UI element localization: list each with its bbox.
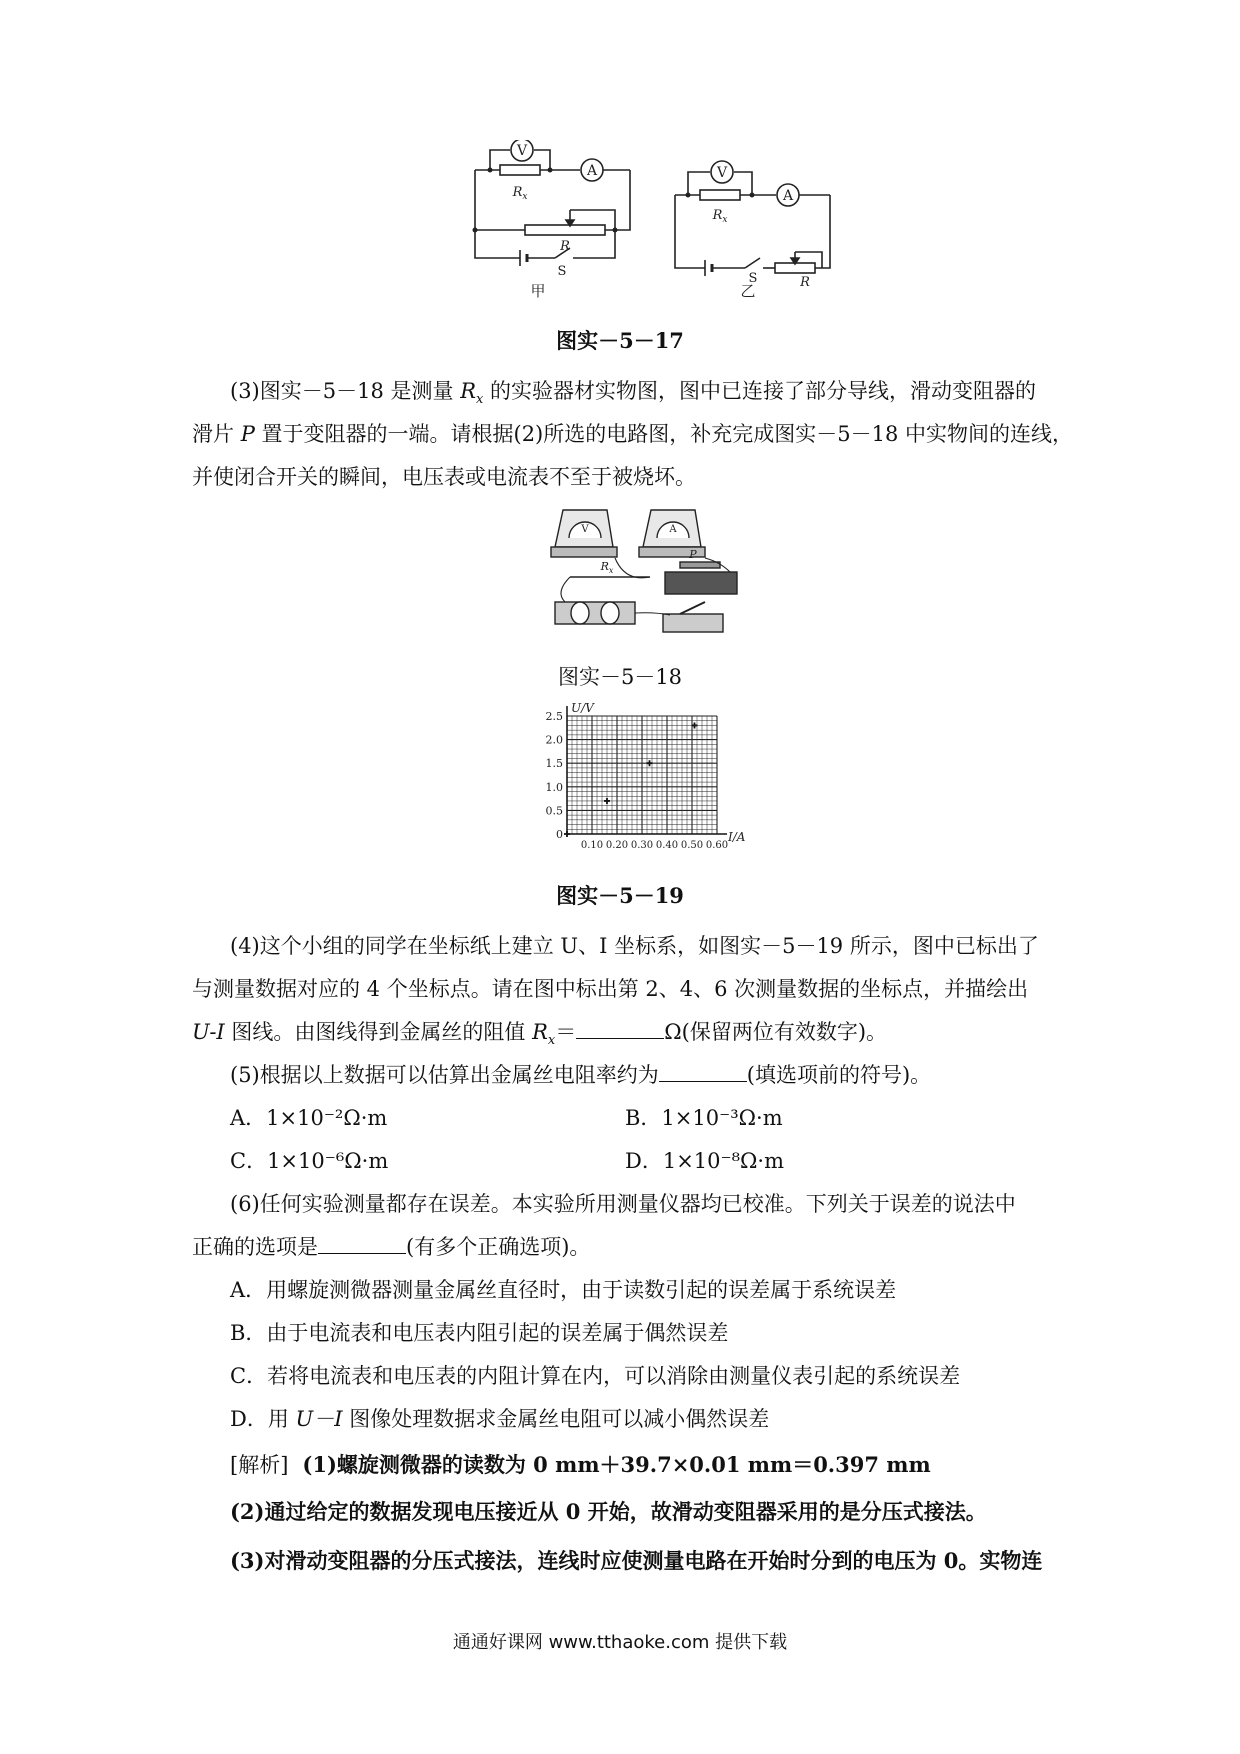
- jia-voltmeter-label: V: [516, 143, 528, 159]
- battery-box: [555, 602, 635, 624]
- yi-r-label: R: [800, 275, 810, 290]
- data-point: [604, 798, 610, 804]
- fig17-caption: 图实－5－17: [556, 328, 684, 353]
- circuit-jia: [475, 140, 630, 266]
- q3-line2: 滑片 P 置于变阻器的一端。请根据(2)所选的电路图，补充完成图实－5－18 中实物间的连线，: [192, 422, 1074, 446]
- yi-ammeter-label: A: [782, 188, 794, 204]
- q6-option-c: C．若将电流表和电压表的内阻计算在内，可以消除由测量仪表引起的系统误差: [230, 1364, 961, 1388]
- chart-xtick-labels: [581, 840, 728, 851]
- chart-grid: [567, 716, 717, 834]
- circuit-yi: [675, 161, 830, 276]
- analysis-line2: (2)通过给定的数据发现电压接近从 0 开始，故滑动变阻器采用的是分压式接法。: [230, 1499, 987, 1524]
- yi-rx-label: $R_x$: [712, 208, 728, 225]
- data-point: [647, 760, 653, 766]
- q5-option-b: B．1×10⁻³Ω·m: [625, 1106, 783, 1130]
- q6-option-d: D．用 U－I 图像处理数据求金属丝电阻可以减小偶然误差: [230, 1407, 770, 1431]
- xtick-label: 0.40: [655, 840, 679, 851]
- q5-option-a: A．1×10⁻²Ω·m: [230, 1106, 388, 1130]
- jia-r-label: R: [560, 239, 570, 254]
- yi-voltmeter-label: V: [716, 165, 728, 181]
- rheostat: [665, 572, 737, 594]
- page-footer: 通通好课网 www.tthaoke.com 提供下载: [452, 1632, 788, 1653]
- apparatus-ammeter-label: A: [669, 524, 677, 535]
- jia-switch-label: S: [557, 264, 567, 279]
- q4-line1: (4)这个小组的同学在坐标纸上建立 U、I 坐标系，如图实－5－19 所示，图中已标出了: [230, 934, 1039, 958]
- switch-base: [663, 614, 723, 632]
- jia-rx-label: $R_x$: [512, 185, 528, 202]
- circuit-diagrams: [470, 140, 840, 300]
- jia-label: 甲: [530, 282, 546, 300]
- xtick-label: 0.60: [705, 840, 729, 851]
- yi-switch-label: S: [748, 271, 758, 286]
- analysis-line3: (3)对滑动变阻器的分压式接法，连线时应使测量电路在开始时分到的电压为 0。实物连: [230, 1548, 1043, 1573]
- yi-label: 乙: [740, 282, 756, 300]
- xtick-label: 0.50: [680, 840, 704, 851]
- chart-ytick-labels: [546, 710, 564, 841]
- q4-line3: U-I 图线。由图线得到金属丝的阻值 $R_x= \Omega$(保留两位有效数字)。: [192, 1020, 888, 1049]
- xtick-label: 0.20: [605, 840, 629, 851]
- apparatus-figure: [545, 502, 745, 652]
- chart-xlabel: I/A: [728, 830, 746, 844]
- q6-line1: (6)任何实验测量都存在误差。本实验所用测量仪器均已校准。下列关于误差的说法中: [230, 1192, 1016, 1216]
- fig19-caption: 图实－5－19: [556, 883, 684, 908]
- ytick-label: 2.0: [545, 733, 563, 747]
- q4-answer-blank: [576, 1020, 664, 1039]
- chart-ylabel: U/V: [571, 702, 594, 715]
- jia-ammeter-label: A: [586, 163, 598, 179]
- ytick-label: 1.5: [545, 757, 563, 771]
- fig18-caption: 图实－5－18: [557, 665, 683, 689]
- apparatus-voltmeter-label: V: [581, 524, 589, 535]
- xtick-label: 0.30: [630, 840, 654, 851]
- xtick-label: 0.10: [580, 840, 604, 851]
- ui-chart: [535, 702, 755, 862]
- data-point: [564, 831, 570, 837]
- analysis-line1: [解析] (1)螺旋测微器的读数为 0 mm＋39.7×0.01 mm＝0.397 mm: [230, 1452, 931, 1477]
- q3-line3: 并使闭合开关的瞬间，电压表或电流表不至于被烧坏。: [192, 465, 696, 489]
- q4-line2: 与测量数据对应的 4 个坐标点。请在图中标出第 2、4、6 次测量数据的坐标点，并描绘出: [192, 977, 1029, 1001]
- apparatus-p-label: P: [689, 548, 697, 561]
- ytick-label: 0.5: [545, 804, 563, 818]
- q3-line1: (3)图实－5－18 是测量 $R_x$ 的实验器材实物图，图中已连接了部分导线，滑动变阻器的: [230, 379, 1037, 408]
- ytick-label: 2.5: [545, 710, 563, 723]
- q6-option-b: B．由于电流表和电压表内阻引起的误差属于偶然误差: [230, 1321, 729, 1345]
- q5-answer-blank: [659, 1063, 747, 1082]
- q5-option-d: D．1×10⁻⁸Ω·m: [625, 1149, 785, 1173]
- q5-line1: (5)根据以上数据可以估算出金属丝电阻率约为 (填选项前的符号)。: [230, 1063, 932, 1087]
- ytick-label: 1.0: [545, 780, 563, 794]
- q6-line2: 正确的选项是 (有多个正确选项)。: [192, 1235, 591, 1259]
- q5-option-c: C．1×10⁻⁶Ω·m: [230, 1149, 389, 1173]
- analysis-tag: [解析]: [230, 1453, 289, 1477]
- q6-option-a: A．用螺旋测微器测量金属丝直径时，由于读数引起的误差属于系统误差: [230, 1278, 897, 1302]
- ytick-label: 0: [556, 828, 563, 841]
- q6-answer-blank: [318, 1235, 406, 1254]
- apparatus-rx-label: $R_x$: [600, 560, 614, 575]
